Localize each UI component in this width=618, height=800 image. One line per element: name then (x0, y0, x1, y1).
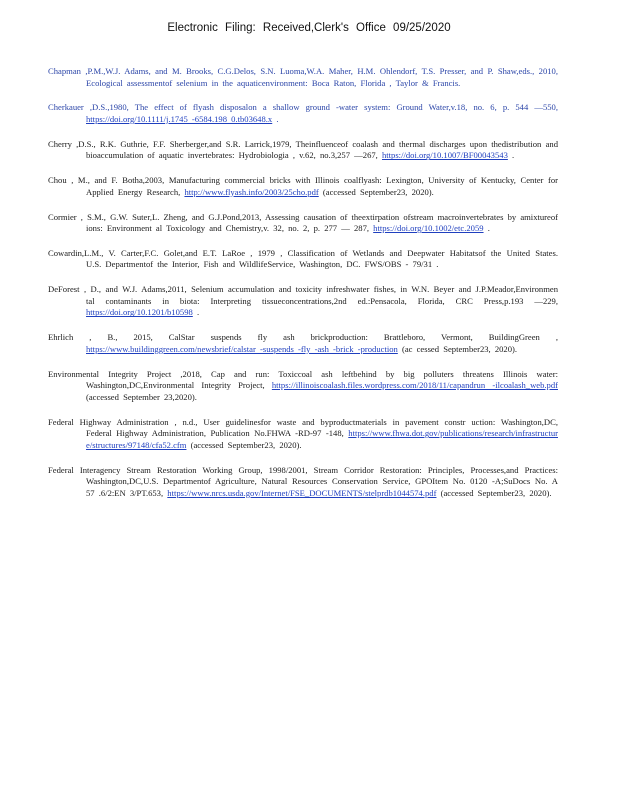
reference-text: Chapman ,P.M.,W.J. Adams, and M. Brooks, C.G.Delos, S.N. Luoma,W.A. Maher, H.M. Ohlendorf, T.S. Presser, and P. Shaw,eds., 2010, Ecological assessmentof selenium in the aquaticenvironment: Boca Raton, Florida , Taylor & Francis. (48, 66, 558, 88)
reference-link[interactable]: https://doi.org/10.1002/etc.2059 (373, 223, 484, 234)
reference-text: Cowardin,L.M., V. Carter,F.C. Golet,and E.T. LaRoe , 1979 , Classification of Wetlands and Deepwater Habitatsof the United States. U.S. Departmentof the Interior, Fish and WildlifeService, Washington, DC. FWS/OBS - 79/31 . (48, 247, 558, 270)
reference-text: Cormier , S.M., G.W. Suter,L. Zheng, and G.J.Pond,2013, Assessing causation of theextirpation ofstream macroinvertebrates by amixtureof ions: Environment al Toxicology and Chemistry,v. 32, no. 2, p. 277 — 287, (48, 211, 559, 234)
reference-tail: (accessed September23, 2020). (318, 186, 434, 197)
reference-tail: (accessed September23, 2020). (186, 439, 302, 450)
reference-list (48, 66, 558, 513)
reference-entry (48, 248, 558, 271)
reference-entry (48, 212, 558, 235)
reference-text: Cherry ,D.S., R.K. Guthrie, F.F. Sherberger,and S.R. Larrick,1979, Theinfluenceof coalash and thermal discharges upon thedistribution and bioaccumulation of aquatic invertebrates: Hydrobiologia , v.62, no.3,257 —267, (48, 138, 558, 161)
reference-tail: . (272, 113, 279, 124)
reference-entry (48, 465, 558, 500)
reference-tail: . (192, 307, 200, 318)
reference-entry (48, 66, 558, 89)
filing-stamp-header: Electronic Filing: Received,Clerk's Office 09/25/2020 (167, 22, 451, 34)
reference-link[interactable]: https://www.nrcs.usda.gov/Internet/FSE_DOCUMENTS/stelprdb1044574.pdf (167, 487, 437, 498)
reference-text: DeForest , D., and W.J. Adams,2011, Selenium accumulation and toxicity infreshwater fishes, in W.N. Beyer and J.P.Meador,Environmen tal contaminants in biota: Interpreting tissueconcentrations,2nd ed.:Pensacola, Florida, CRC Press,p.193 —229, (48, 284, 558, 306)
reference-link[interactable]: https://doi.org/10.1201/b10598 (86, 307, 193, 318)
reference-tail: . (507, 150, 515, 161)
reference-link[interactable]: https://doi.org/10.1111/j.1745 -6584.198 0.tb03648.x (86, 113, 273, 124)
reference-text: Environmental Integrity Project ,2018, Cap and run: Toxiccoal ash leftbehind by big polluters threatens Illinois water: Washington,DC,Environmental Integrity Project, (48, 368, 558, 391)
reference-text: Federal Interagency Stream Restoration Working Group, 1998/2001, Stream Corridor Restoration: Principles, Processes,and Practices: Washington,DC,U.S. Departmentof Agriculture, Natural Resources Conservation Service, GPOItem No. 0120 -A;SuDocs No. A 57 .6/2:EN 3/PT.653, (48, 464, 558, 498)
reference-entry (48, 139, 558, 162)
reference-tail: . (483, 223, 490, 234)
reference-text: Ehrlich , B., 2015, CalStar suspends fly ash brickproduction: Brattleboro, Vermont, BuildingGreen , (48, 332, 558, 343)
reference-tail: (accessed September 23,2020). (86, 391, 197, 402)
reference-text: Cherkauer ,D.S.,1980, The effect of flyash disposalon a shallow ground -water system: Ground Water,v.18, no. 6, p. 544 —550, (48, 102, 558, 113)
reference-text: Chou , M., and F. Botha,2003, Manufacturing commercial bricks with Illinois coalflyash: Lexington, University of Kentucky, Center for Applied Energy Research, (48, 175, 558, 197)
reference-entry (48, 102, 558, 125)
reference-entry (48, 417, 558, 452)
reference-text: Federal Highway Administration , n.d., User guidelinesfor waste and byproductmaterials in pavement constr uction: Washington,DC, Federal Highway Administration, Publication No.FHWA -RD-97 -148, (48, 416, 558, 439)
reference-entry (48, 369, 558, 404)
reference-link[interactable]: http://www.flyash.info/2003/25cho.pdf (184, 186, 319, 197)
reference-entry (48, 332, 558, 355)
reference-tail: (accessed September23, 2020). (436, 487, 552, 498)
reference-entry (48, 284, 558, 319)
reference-link[interactable]: https://www.fhwa.dot.gov/publications/research/infrastructur e/structures/97148/cfa52.cfm (86, 428, 558, 450)
reference-tail: (ac cessed September23, 2020). (397, 343, 518, 354)
reference-link[interactable]: https://doi.org/10.1007/BF00043543 (381, 150, 508, 161)
reference-entry (48, 175, 558, 198)
reference-link[interactable]: https://illinoiscoalash.files.wordpress.com/2018/11/capandrun -ilcoalash_web.pdf (271, 380, 558, 391)
reference-link[interactable]: https://www.buildinggreen.com/newsbrief/calstar -suspends -fly -ash -brick -production (86, 343, 398, 354)
